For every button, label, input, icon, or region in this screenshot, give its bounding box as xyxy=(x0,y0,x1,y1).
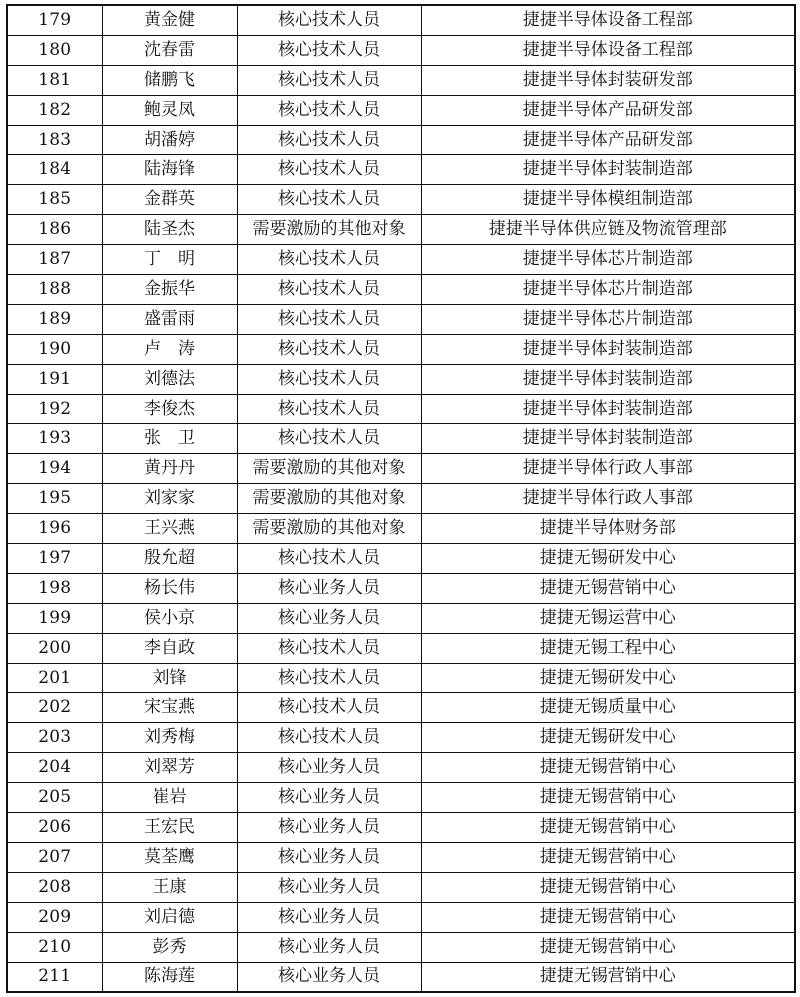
person-category: 核心技术人员 xyxy=(237,394,421,424)
person-category: 核心业务人员 xyxy=(237,753,421,783)
person-category: 需要激励的其他对象 xyxy=(237,514,421,544)
person-category: 核心业务人员 xyxy=(237,932,421,962)
table-row xyxy=(7,394,795,424)
person-category: 核心技术人员 xyxy=(237,663,421,693)
person-name: 陈海莲 xyxy=(102,962,237,992)
person-name: 王宏民 xyxy=(102,813,237,843)
roster-table-body xyxy=(7,5,795,992)
person-category: 核心业务人员 xyxy=(237,962,421,992)
person-name: 沈春雷 xyxy=(102,35,237,65)
person-department: 捷捷半导体封装制造部 xyxy=(421,394,795,424)
person-name: 金振华 xyxy=(102,275,237,305)
table-row xyxy=(7,573,795,603)
table-row xyxy=(7,514,795,544)
person-name: 彭秀 xyxy=(102,932,237,962)
person-department: 捷捷半导体封装研发部 xyxy=(421,65,795,95)
table-row xyxy=(7,185,795,215)
person-department: 捷捷半导体芯片制造部 xyxy=(421,275,795,305)
person-department: 捷捷半导体行政人事部 xyxy=(421,484,795,514)
table-row xyxy=(7,693,795,723)
person-department: 捷捷无锡营销中心 xyxy=(421,842,795,872)
table-row xyxy=(7,304,795,334)
person-category: 核心技术人员 xyxy=(237,544,421,574)
table-row xyxy=(7,842,795,872)
person-category: 核心技术人员 xyxy=(237,155,421,185)
person-department: 捷捷无锡运营中心 xyxy=(421,603,795,633)
person-name: 李俊杰 xyxy=(102,394,237,424)
person-name: 莫荃鹰 xyxy=(102,842,237,872)
row-number: 197 xyxy=(7,544,102,574)
person-department: 捷捷半导体模组制造部 xyxy=(421,185,795,215)
row-number: 187 xyxy=(7,245,102,275)
person-department: 捷捷半导体芯片制造部 xyxy=(421,245,795,275)
person-category: 需要激励的其他对象 xyxy=(237,484,421,514)
person-category: 核心技术人员 xyxy=(237,633,421,663)
table-row xyxy=(7,95,795,125)
row-number: 185 xyxy=(7,185,102,215)
table-row xyxy=(7,633,795,663)
table-row xyxy=(7,783,795,813)
table-row xyxy=(7,544,795,574)
row-number: 200 xyxy=(7,633,102,663)
row-number: 209 xyxy=(7,902,102,932)
table-row xyxy=(7,932,795,962)
person-category: 核心业务人员 xyxy=(237,603,421,633)
person-name: 储鹏飞 xyxy=(102,65,237,95)
row-number: 182 xyxy=(7,95,102,125)
row-number: 180 xyxy=(7,35,102,65)
incentive-roster-table xyxy=(6,4,796,993)
row-number: 206 xyxy=(7,813,102,843)
person-name: 刘德法 xyxy=(102,364,237,394)
person-category: 需要激励的其他对象 xyxy=(237,215,421,245)
person-name: 刘启德 xyxy=(102,902,237,932)
person-name: 王康 xyxy=(102,872,237,902)
person-name: 杨长伟 xyxy=(102,573,237,603)
person-category: 核心技术人员 xyxy=(237,125,421,155)
person-department: 捷捷无锡营销中心 xyxy=(421,872,795,902)
person-category: 核心业务人员 xyxy=(237,813,421,843)
person-category: 核心技术人员 xyxy=(237,693,421,723)
person-name: 鲍灵凤 xyxy=(102,95,237,125)
person-department: 捷捷半导体芯片制造部 xyxy=(421,304,795,334)
row-number: 183 xyxy=(7,125,102,155)
row-number: 208 xyxy=(7,872,102,902)
person-name: 陆圣杰 xyxy=(102,215,237,245)
row-number: 186 xyxy=(7,215,102,245)
row-number: 194 xyxy=(7,454,102,484)
row-number: 203 xyxy=(7,723,102,753)
person-name: 刘翠芳 xyxy=(102,753,237,783)
row-number: 196 xyxy=(7,514,102,544)
person-name: 丁 明 xyxy=(102,245,237,275)
row-number: 207 xyxy=(7,842,102,872)
person-name: 卢 涛 xyxy=(102,334,237,364)
person-department: 捷捷半导体封装制造部 xyxy=(421,155,795,185)
table-row xyxy=(7,125,795,155)
person-category: 核心业务人员 xyxy=(237,842,421,872)
person-category: 核心业务人员 xyxy=(237,573,421,603)
person-department: 捷捷半导体产品研发部 xyxy=(421,95,795,125)
table-row xyxy=(7,484,795,514)
table-row xyxy=(7,723,795,753)
table-row xyxy=(7,334,795,364)
person-department: 捷捷半导体设备工程部 xyxy=(421,5,795,35)
row-number: 210 xyxy=(7,932,102,962)
person-department: 捷捷无锡营销中心 xyxy=(421,813,795,843)
row-number: 201 xyxy=(7,663,102,693)
person-department: 捷捷无锡研发中心 xyxy=(421,544,795,574)
person-department: 捷捷无锡营销中心 xyxy=(421,932,795,962)
row-number: 192 xyxy=(7,394,102,424)
row-number: 202 xyxy=(7,693,102,723)
table-row xyxy=(7,962,795,992)
person-category: 核心技术人员 xyxy=(237,245,421,275)
person-department: 捷捷半导体产品研发部 xyxy=(421,125,795,155)
table-row xyxy=(7,424,795,454)
person-name: 黄丹丹 xyxy=(102,454,237,484)
person-name: 李自政 xyxy=(102,633,237,663)
table-row xyxy=(7,663,795,693)
person-name: 刘锋 xyxy=(102,663,237,693)
person-name: 王兴燕 xyxy=(102,514,237,544)
person-department: 捷捷无锡营销中心 xyxy=(421,753,795,783)
person-category: 核心技术人员 xyxy=(237,723,421,753)
person-name: 金群英 xyxy=(102,185,237,215)
table-row xyxy=(7,454,795,484)
person-name: 崔岩 xyxy=(102,783,237,813)
person-department: 捷捷无锡质量中心 xyxy=(421,693,795,723)
person-name: 殷允超 xyxy=(102,544,237,574)
row-number: 181 xyxy=(7,65,102,95)
person-name: 宋宝燕 xyxy=(102,693,237,723)
table-row xyxy=(7,603,795,633)
table-row xyxy=(7,5,795,35)
row-number: 195 xyxy=(7,484,102,514)
person-name: 盛雷雨 xyxy=(102,304,237,334)
table-row xyxy=(7,275,795,305)
row-number: 193 xyxy=(7,424,102,454)
person-category: 核心技术人员 xyxy=(237,424,421,454)
table-row xyxy=(7,364,795,394)
row-number: 188 xyxy=(7,275,102,305)
person-name: 刘秀梅 xyxy=(102,723,237,753)
person-name: 张 卫 xyxy=(102,424,237,454)
person-department: 捷捷无锡营销中心 xyxy=(421,962,795,992)
person-category: 核心技术人员 xyxy=(237,185,421,215)
person-department: 捷捷半导体封装制造部 xyxy=(421,424,795,454)
person-department: 捷捷半导体行政人事部 xyxy=(421,454,795,484)
row-number: 198 xyxy=(7,573,102,603)
person-department: 捷捷半导体设备工程部 xyxy=(421,35,795,65)
person-name: 陆海锋 xyxy=(102,155,237,185)
person-category: 需要激励的其他对象 xyxy=(237,454,421,484)
person-name: 侯小京 xyxy=(102,603,237,633)
row-number: 204 xyxy=(7,753,102,783)
person-department: 捷捷半导体封装制造部 xyxy=(421,334,795,364)
row-number: 190 xyxy=(7,334,102,364)
row-number: 199 xyxy=(7,603,102,633)
person-department: 捷捷无锡工程中心 xyxy=(421,633,795,663)
person-department: 捷捷无锡研发中心 xyxy=(421,723,795,753)
person-category: 核心业务人员 xyxy=(237,872,421,902)
person-name: 胡潘婷 xyxy=(102,125,237,155)
person-department: 捷捷无锡营销中心 xyxy=(421,902,795,932)
table-row xyxy=(7,215,795,245)
row-number: 189 xyxy=(7,304,102,334)
table-row xyxy=(7,902,795,932)
person-category: 核心业务人员 xyxy=(237,783,421,813)
person-department: 捷捷无锡营销中心 xyxy=(421,573,795,603)
person-category: 核心技术人员 xyxy=(237,364,421,394)
person-department: 捷捷半导体财务部 xyxy=(421,514,795,544)
row-number: 205 xyxy=(7,783,102,813)
person-department: 捷捷无锡营销中心 xyxy=(421,783,795,813)
person-name: 刘家家 xyxy=(102,484,237,514)
table-row xyxy=(7,35,795,65)
person-category: 核心业务人员 xyxy=(237,902,421,932)
person-category: 核心技术人员 xyxy=(237,275,421,305)
person-department: 捷捷半导体封装制造部 xyxy=(421,364,795,394)
table-row xyxy=(7,245,795,275)
person-name: 黄金健 xyxy=(102,5,237,35)
person-category: 核心技术人员 xyxy=(237,5,421,35)
person-department: 捷捷半导体供应链及物流管理部 xyxy=(421,215,795,245)
table-row xyxy=(7,65,795,95)
table-row xyxy=(7,813,795,843)
person-category: 核心技术人员 xyxy=(237,35,421,65)
person-category: 核心技术人员 xyxy=(237,334,421,364)
person-category: 核心技术人员 xyxy=(237,304,421,334)
table-row xyxy=(7,155,795,185)
person-category: 核心技术人员 xyxy=(237,65,421,95)
row-number: 179 xyxy=(7,5,102,35)
person-category: 核心技术人员 xyxy=(237,95,421,125)
row-number: 211 xyxy=(7,962,102,992)
person-department: 捷捷无锡研发中心 xyxy=(421,663,795,693)
row-number: 191 xyxy=(7,364,102,394)
row-number: 184 xyxy=(7,155,102,185)
table-row xyxy=(7,753,795,783)
table-row xyxy=(7,872,795,902)
